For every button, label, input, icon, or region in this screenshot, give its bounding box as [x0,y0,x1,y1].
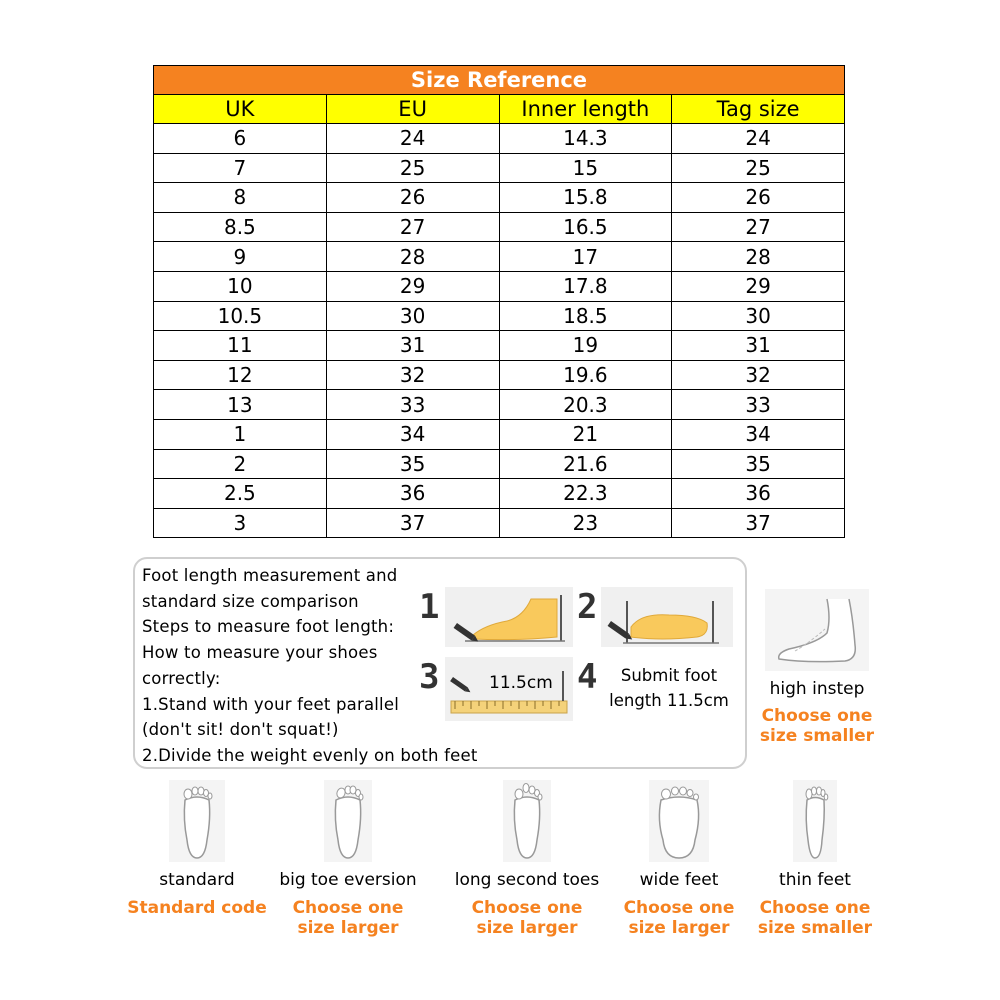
table-cell: 28 [326,242,499,272]
table-cell: 9 [154,242,327,272]
table-cell: 31 [672,331,845,361]
table-cell: 7 [154,153,327,183]
table-cell: 12 [154,360,327,390]
table-cell: 27 [672,212,845,242]
table-cell: 19.6 [499,360,672,390]
table-cell: 6 [154,124,327,154]
table-cell: 15.8 [499,183,672,213]
table-cell: 8 [154,183,327,213]
table-cell: 26 [326,183,499,213]
table-cell: 14.3 [499,124,672,154]
table-cell: 25 [672,153,845,183]
table-body [154,124,845,538]
foot-type-caption: wide feet [639,870,719,890]
ruler-icon [445,657,573,721]
table-cell: 15 [499,153,672,183]
table-row [154,479,845,509]
table-cell: 8.5 [154,212,327,242]
wide-foot-icon [649,780,709,862]
table-cell: 16.5 [499,212,672,242]
foot-type-advice [263,898,433,938]
guide-line: 2.Divide the weight evenly on both feet [142,745,478,765]
table-cell: 18.5 [499,301,672,331]
table-cell: 29 [672,271,845,301]
foot-type-thin-feet [730,780,900,938]
high-instep-advice [752,706,882,746]
advice-line: Choose one [623,898,735,918]
foot-type-advice [112,898,282,918]
table-row [154,212,845,242]
table-cell: 24 [672,124,845,154]
advice-line: size larger [476,918,578,938]
table-cell: 2 [154,449,327,479]
foot-type-standard [112,780,282,918]
measurement-guide-panel [133,557,747,769]
table-cell: 21 [499,419,672,449]
guide-line: Steps to measure foot length: [142,617,395,637]
table-cell: 10 [154,271,327,301]
guide-line: How to measure your shoes [142,643,378,663]
advice-line: size larger [628,918,730,938]
table-row [154,271,845,301]
foot-type-caption: standard [159,870,235,890]
table-cell: 13 [154,390,327,420]
foot-type-caption: thin feet [779,870,851,890]
step-number: 2 [577,587,598,627]
column-header-uk: UK [154,95,327,124]
table-cell: 34 [672,419,845,449]
foot-type-big-toe-eversion [263,780,433,938]
table-cell: 20.3 [499,390,672,420]
table-cell: 35 [672,449,845,479]
table-cell: 25 [326,153,499,183]
advice-line: Choose one [759,898,871,918]
table-cell: 37 [326,508,499,538]
foot-type-advice [442,898,612,938]
table-cell: 17.8 [499,271,672,301]
table-cell: 35 [326,449,499,479]
table-cell: 19 [499,331,672,361]
foot-type-caption: big toe eversion [279,870,417,890]
step-number: 4 [577,657,598,697]
foot-type-advice [730,898,900,938]
table-cell: 3 [154,508,327,538]
guide-line: standard size comparison [142,591,359,611]
table-cell: 32 [672,360,845,390]
column-header-inner-length: Inner length [499,95,672,124]
table-cell: 2.5 [154,479,327,509]
table-row [154,183,845,213]
table-row [154,301,845,331]
table-cell: 30 [672,301,845,331]
high-instep-foot-icon [765,589,869,671]
step-number: 1 [419,587,440,627]
high-instep-caption: high instep [769,679,865,699]
table-cell: 37 [672,508,845,538]
foot-type-caption: long second toes [454,870,600,890]
advice-line: size smaller [757,918,873,938]
guide-line: correctly: [142,668,221,688]
table-title: Size Reference [154,66,845,95]
table-cell: 10.5 [154,301,327,331]
table-row [154,419,845,449]
table-row [154,124,845,154]
table-cell: 36 [672,479,845,509]
table-cell: 23 [499,508,672,538]
big-toe-eversion-foot-icon [324,780,372,862]
table-cell: 21.6 [499,449,672,479]
advice-line: size smaller [759,726,875,746]
advice-line: size larger [297,918,399,938]
table-row [154,331,845,361]
standard-foot-icon [169,780,225,862]
step4-line: length 11.5cm [609,691,729,710]
table-row [154,360,845,390]
advice-line: Standard code [127,898,267,918]
table-cell: 22.3 [499,479,672,509]
table-cell: 29 [326,271,499,301]
table-row [154,390,845,420]
table-cell: 33 [672,390,845,420]
table-cell: 11 [154,331,327,361]
guide-line: 1.Stand with your feet parallel [142,694,399,714]
size-reference-table [153,65,845,538]
table-row [154,242,845,272]
table-cell: 31 [326,331,499,361]
advice-line: Choose one [761,706,873,726]
foot-type-long-second-toes [442,780,612,938]
guide-text [142,563,478,769]
table-cell: 32 [326,360,499,390]
table-row [154,449,845,479]
table-cell: 26 [672,183,845,213]
long-second-toes-foot-icon [503,780,551,862]
advice-line: Choose one [471,898,583,918]
table-cell: 24 [326,124,499,154]
table-cell: 30 [326,301,499,331]
table-row [154,153,845,183]
submit-foot-length-label [599,663,739,713]
advice-line: Choose one [292,898,404,918]
step-number: 3 [419,657,440,697]
thin-foot-icon [793,780,837,862]
table-cell: 28 [672,242,845,272]
column-header-eu: EU [326,95,499,124]
table-cell: 36 [326,479,499,509]
table-cell: 33 [326,390,499,420]
column-header-tag-size: Tag size [672,95,845,124]
table-row [154,508,845,538]
table-cell: 27 [326,212,499,242]
table-cell: 34 [326,419,499,449]
foot-side-measure-icon [445,587,573,647]
table-cell: 1 [154,419,327,449]
table-cell: 17 [499,242,672,272]
guide-line: (don't sit! don't squat!) [142,720,339,740]
step4-line: Submit foot [620,666,718,685]
guide-line: Foot length measurement and [142,566,398,585]
foot-trace-icon [601,587,733,647]
measurement-value: 11.5cm [489,673,553,693]
high-instep-card [752,580,882,746]
